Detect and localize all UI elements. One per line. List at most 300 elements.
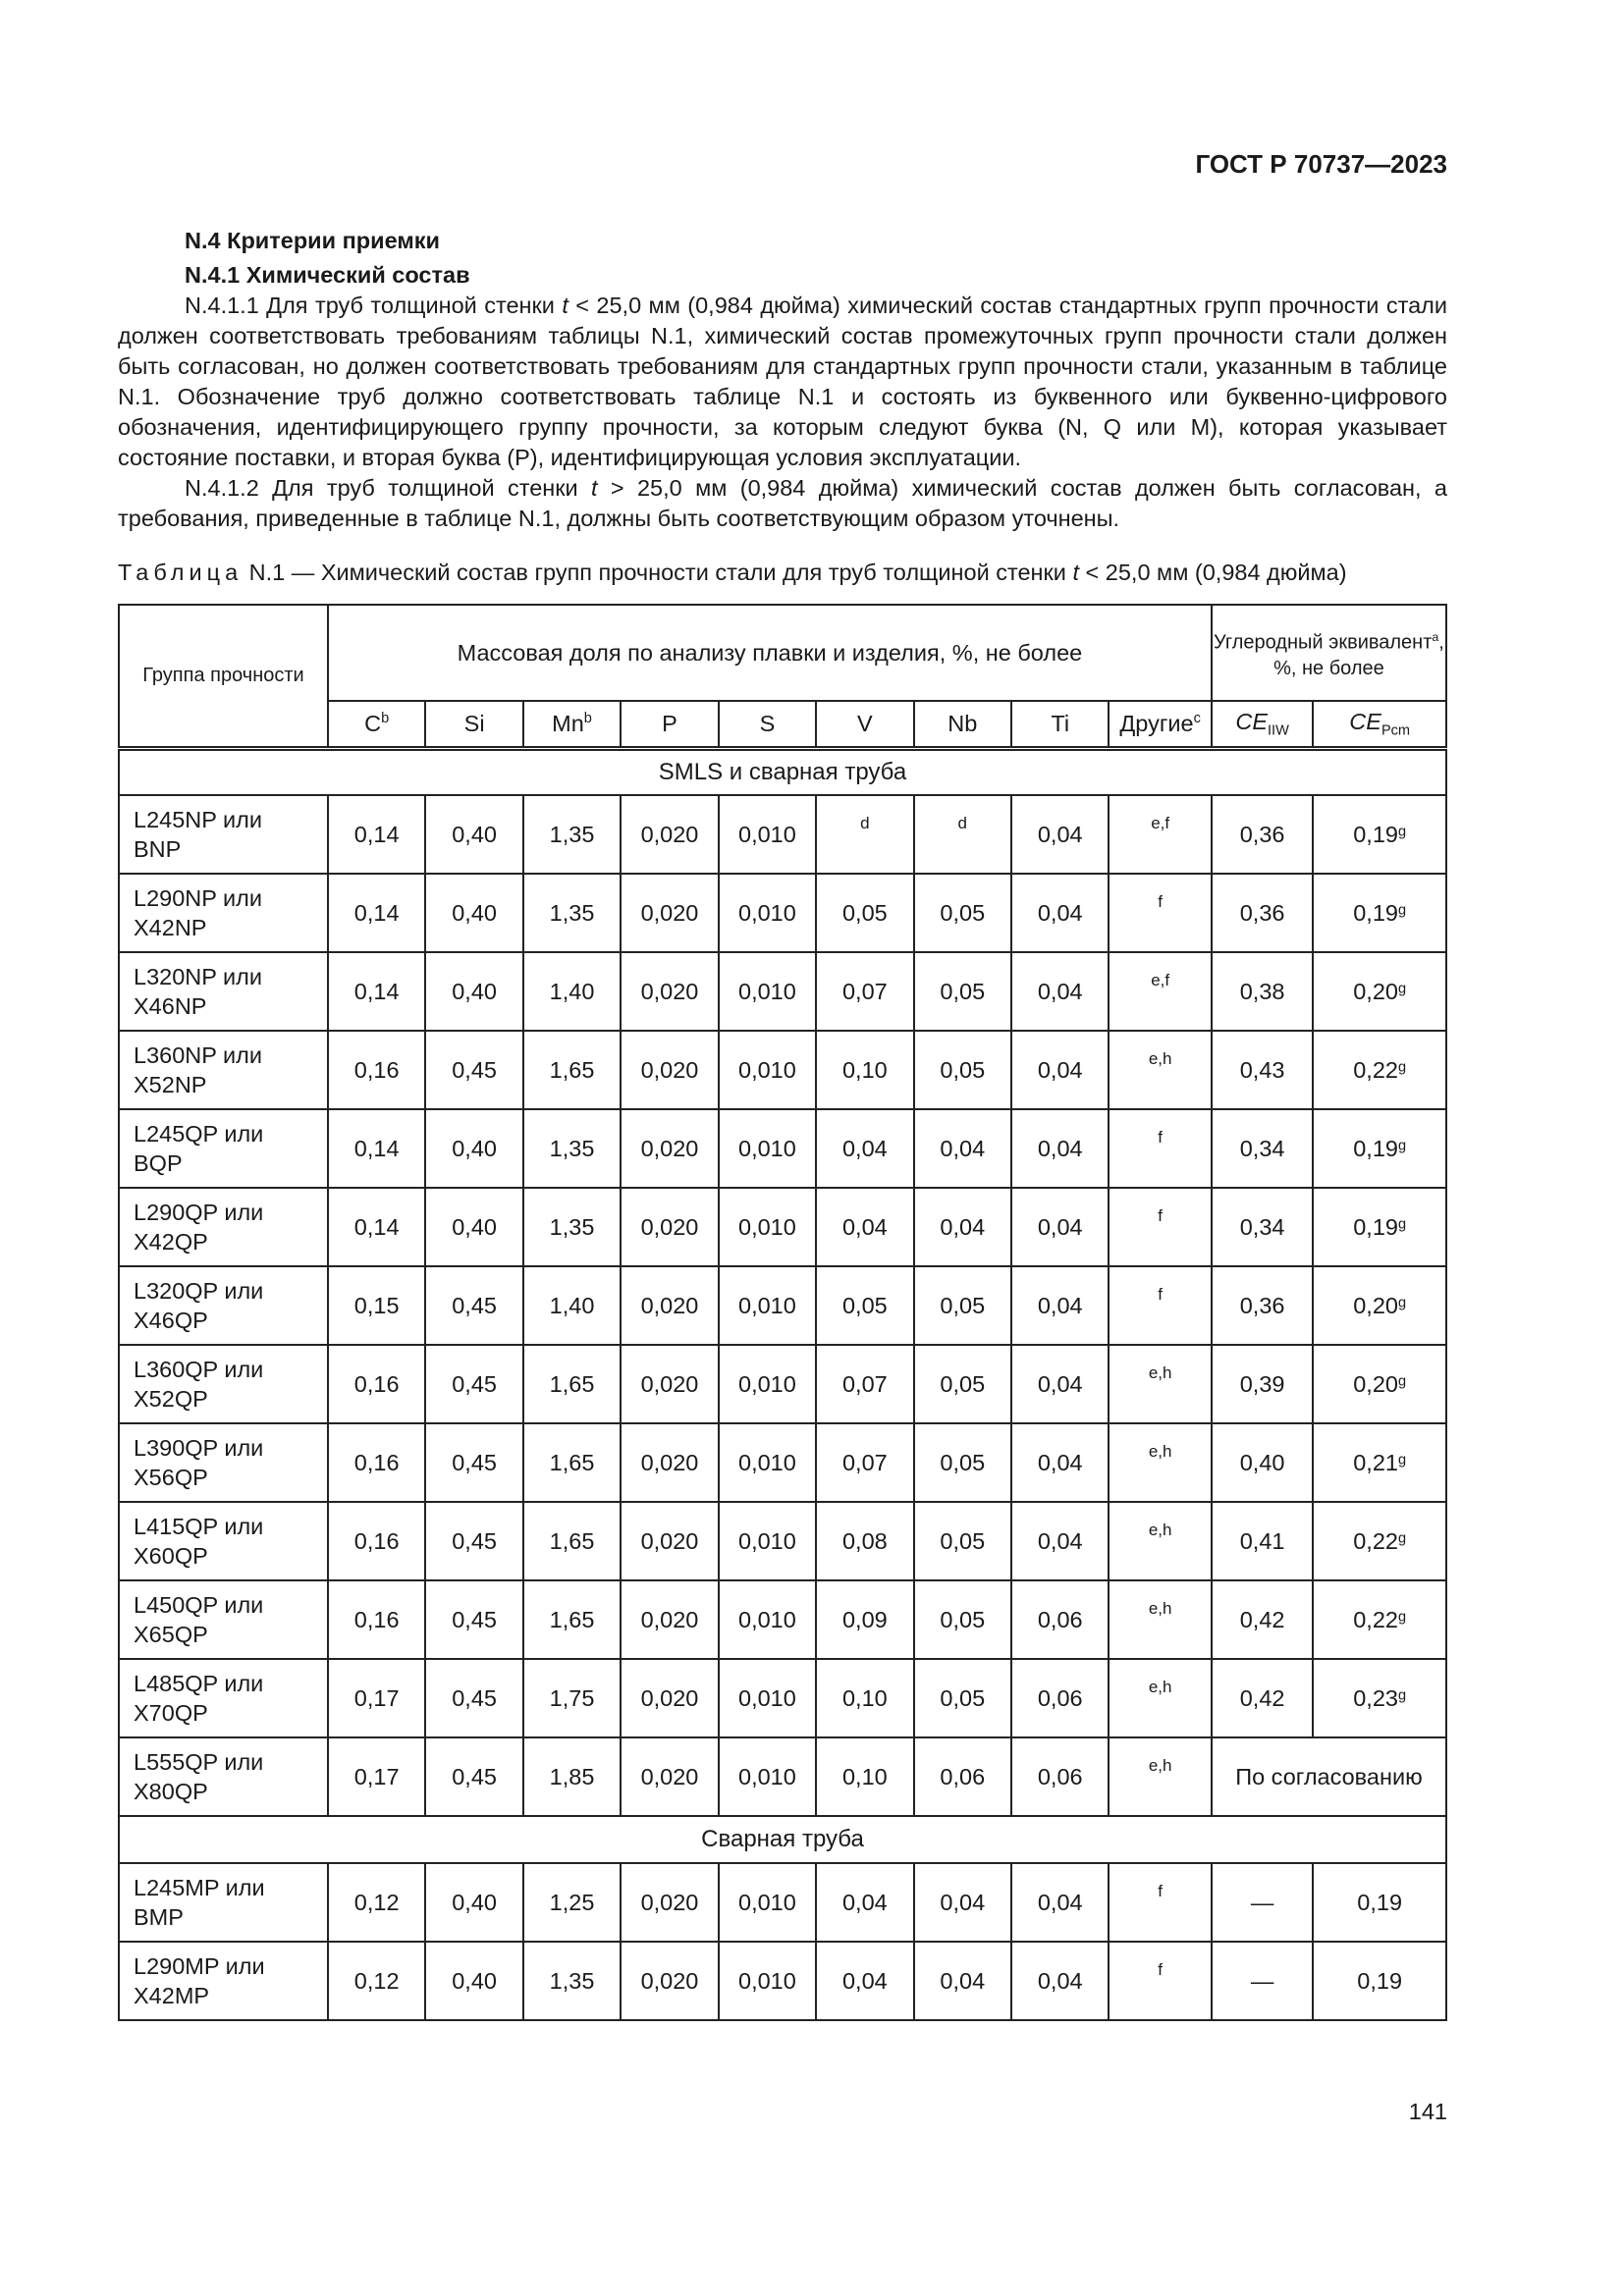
cell-p: 0,020 xyxy=(621,1031,718,1109)
cell-ti: 0,06 xyxy=(1011,1659,1109,1737)
cell-v: 0,08 xyxy=(816,1502,913,1580)
cell-other: e,h xyxy=(1109,1737,1211,1816)
grade-line-2: X42QP xyxy=(134,1229,208,1255)
grade-line-1: L290NP или xyxy=(134,885,262,911)
cell-ti: 0,04 xyxy=(1011,1345,1109,1423)
paragraph-n411 xyxy=(118,291,1447,473)
cell-c: 0,14 xyxy=(328,795,425,874)
cell-si: 0,40 xyxy=(425,1109,522,1188)
cell-nb: 0,06 xyxy=(914,1737,1011,1816)
cell-nb: 0,04 xyxy=(914,1109,1011,1188)
cell-p: 0,020 xyxy=(621,874,718,952)
cell-group xyxy=(119,874,328,952)
cell-ceiiw: 0,39 xyxy=(1212,1345,1313,1423)
cell-s: 0,010 xyxy=(719,1423,816,1502)
cell-v: 0,10 xyxy=(816,1737,913,1816)
cell-c: 0,14 xyxy=(328,1188,425,1266)
cell-si: 0,40 xyxy=(425,795,522,874)
grade-line-1: L290QP или xyxy=(134,1200,264,1225)
p2-text-b: > 25,0 мм (0,984 дюйма) химический состав должен быть согласован, а требования, приведенные в таблице N.1, должны быть соответствующим образом уточнены. xyxy=(118,475,1447,531)
cell-other: e,h xyxy=(1109,1423,1211,1502)
cepcm-footnote: g xyxy=(1397,823,1407,839)
table-row xyxy=(119,952,1446,1031)
cell-other: f xyxy=(1109,1863,1211,1942)
cell-s: 0,010 xyxy=(719,1109,816,1188)
caption-label: Таблица xyxy=(118,560,244,585)
cell-si: 0,45 xyxy=(425,1423,522,1502)
cell-other: e,f xyxy=(1109,952,1211,1031)
header-mn-footnote: b xyxy=(583,710,592,726)
cell-v: 0,10 xyxy=(816,1659,913,1737)
cell-cepcm xyxy=(1313,1423,1446,1502)
cell-s: 0,010 xyxy=(719,1266,816,1345)
cell-c: 0,17 xyxy=(328,1659,425,1737)
cell-nb: 0,05 xyxy=(914,1031,1011,1109)
cell-ceiiw: 0,38 xyxy=(1212,952,1313,1031)
cell-ti: 0,04 xyxy=(1011,1031,1109,1109)
grade-line-1: L360NP или xyxy=(134,1042,262,1068)
cell-nb: 0,05 xyxy=(914,1423,1011,1502)
cell-mn: 1,75 xyxy=(523,1659,621,1737)
cell-group xyxy=(119,1580,328,1659)
grade-line-1: L245MP или xyxy=(134,1875,265,1900)
p2-text-a: N.4.1.2 Для труб толщиной стенки xyxy=(185,475,592,501)
table-row xyxy=(119,1737,1446,1816)
cepcm-footnote: g xyxy=(1397,1529,1407,1546)
cell-mn: 1,35 xyxy=(523,1942,621,2020)
cell-group xyxy=(119,952,328,1031)
ce-text-b: , %, не более xyxy=(1273,631,1444,679)
cell-cepcm xyxy=(1313,1502,1446,1580)
header-si: Si xyxy=(425,701,522,748)
document-code: ГОСТ Р 70737—2023 xyxy=(1195,149,1447,179)
cell-v: 0,07 xyxy=(816,952,913,1031)
grade-line-2: X80QP xyxy=(134,1779,208,1804)
table-row xyxy=(119,1423,1446,1502)
cell-nb: 0,04 xyxy=(914,1188,1011,1266)
cepcm-value: 0,20 xyxy=(1353,1292,1398,1318)
cell-other: f xyxy=(1109,1188,1211,1266)
cell-ti: 0,06 xyxy=(1011,1580,1109,1659)
cepcm-footnote: g xyxy=(1397,1137,1407,1153)
cell-s: 0,010 xyxy=(719,1502,816,1580)
cell-group xyxy=(119,795,328,874)
cell-cepcm xyxy=(1313,795,1446,874)
p1-text-a: N.4.1.1 Для труб толщиной стенки xyxy=(185,293,563,318)
cepcm-footnote: g xyxy=(1397,1058,1407,1075)
cell-p: 0,020 xyxy=(621,1863,718,1942)
p2-var-t: t xyxy=(591,475,598,501)
cell-ceiiw: 0,43 xyxy=(1212,1031,1313,1109)
cell-other: f xyxy=(1109,1266,1211,1345)
chemical-composition-table xyxy=(118,604,1447,2021)
cell-other: e,h xyxy=(1109,1345,1211,1423)
table-row xyxy=(119,1266,1446,1345)
cell-ti: 0,04 xyxy=(1011,1188,1109,1266)
header-other-label: Другие xyxy=(1119,710,1194,736)
cell-nb: 0,05 xyxy=(914,1345,1011,1423)
cepcm-value: 0,22 xyxy=(1353,1527,1398,1554)
cell-p: 0,020 xyxy=(621,1188,718,1266)
section-title-n41: N.4.1 Химический состав xyxy=(185,262,470,288)
cell-other: f xyxy=(1109,1109,1211,1188)
header-ceiiw-label: CE xyxy=(1235,708,1269,734)
cell-ceiiw: 0,36 xyxy=(1212,1266,1313,1345)
cell-p: 0,020 xyxy=(621,1345,718,1423)
header-mass-fraction: Массовая доля по анализу плавки и изделия, %, не более xyxy=(328,605,1212,701)
grade-line-1: L245NP или xyxy=(134,807,262,832)
cell-group xyxy=(119,1502,328,1580)
cepcm-footnote: g xyxy=(1397,1451,1407,1468)
cell-s: 0,010 xyxy=(719,874,816,952)
cell-c: 0,16 xyxy=(328,1580,425,1659)
cell-ce-merged: По согласованию xyxy=(1212,1737,1446,1816)
grade-line-2: X60QP xyxy=(134,1543,208,1569)
body-text xyxy=(118,226,1447,534)
paragraph-n412 xyxy=(118,473,1447,534)
cell-cepcm xyxy=(1313,1345,1446,1423)
table-body-welded xyxy=(119,1816,1446,2020)
cell-mn: 1,65 xyxy=(523,1423,621,1502)
grade-line-2: BQP xyxy=(134,1150,183,1176)
cell-ceiiw: 0,34 xyxy=(1212,1109,1313,1188)
cell-ceiiw: 0,34 xyxy=(1212,1188,1313,1266)
grade-line-2: BMP xyxy=(134,1904,184,1930)
header-c-footnote: b xyxy=(381,710,390,726)
caption-var-t: t xyxy=(1072,560,1079,585)
cell-ceiiw: 0,41 xyxy=(1212,1502,1313,1580)
header-c xyxy=(328,701,425,748)
cell-p: 0,020 xyxy=(621,1942,718,2020)
cell-nb: d xyxy=(914,795,1011,874)
cell-ceiiw: — xyxy=(1212,1942,1313,2020)
cepcm-value: 0,19 xyxy=(1357,1889,1403,1915)
cell-v: 0,04 xyxy=(816,1863,913,1942)
cell-cepcm xyxy=(1313,1266,1446,1345)
cell-s: 0,010 xyxy=(719,1345,816,1423)
cell-ceiiw: 0,42 xyxy=(1212,1659,1313,1737)
page-number: 141 xyxy=(1408,2099,1447,2124)
grade-line-1: L320QP или xyxy=(134,1278,264,1304)
cepcm-value: 0,19 xyxy=(1353,821,1398,847)
p1-var-t: t xyxy=(562,293,568,318)
cell-nb: 0,05 xyxy=(914,1266,1011,1345)
cell-ti: 0,04 xyxy=(1011,795,1109,874)
grade-line-1: L245QP или xyxy=(134,1121,264,1147)
table-body-smls xyxy=(119,748,1446,1816)
cepcm-footnote: g xyxy=(1397,901,1407,918)
grade-line-2: BNP xyxy=(134,836,182,862)
cell-c: 0,16 xyxy=(328,1423,425,1502)
cepcm-footnote: g xyxy=(1397,1686,1407,1703)
table-row xyxy=(119,1580,1446,1659)
cell-ceiiw: 0,36 xyxy=(1212,874,1313,952)
cell-v: 0,04 xyxy=(816,1942,913,2020)
grade-line-2: X52QP xyxy=(134,1386,208,1412)
cell-s: 0,010 xyxy=(719,1863,816,1942)
cell-v: 0,07 xyxy=(816,1423,913,1502)
cell-mn: 1,25 xyxy=(523,1863,621,1942)
cell-p: 0,020 xyxy=(621,1266,718,1345)
cepcm-footnote: g xyxy=(1397,980,1407,996)
cell-ti: 0,04 xyxy=(1011,952,1109,1031)
grade-line-1: L290MP или xyxy=(134,1953,265,1979)
cell-mn: 1,85 xyxy=(523,1737,621,1816)
header-carbon-equivalent xyxy=(1212,605,1446,701)
cell-s: 0,010 xyxy=(719,952,816,1031)
table-row xyxy=(119,1502,1446,1580)
cell-nb: 0,05 xyxy=(914,1580,1011,1659)
cell-cepcm xyxy=(1313,1188,1446,1266)
cepcm-value: 0,23 xyxy=(1353,1684,1398,1711)
cepcm-value: 0,19 xyxy=(1353,899,1398,926)
cell-group xyxy=(119,1031,328,1109)
header-ceiiw xyxy=(1212,701,1313,748)
cell-ti: 0,04 xyxy=(1011,1423,1109,1502)
cell-nb: 0,05 xyxy=(914,1502,1011,1580)
cell-nb: 0,05 xyxy=(914,952,1011,1031)
grade-line-2: X42NP xyxy=(134,915,207,940)
header-c-label: C xyxy=(364,710,382,736)
cell-group xyxy=(119,1737,328,1816)
header-other-footnote: c xyxy=(1193,710,1201,726)
cell-p: 0,020 xyxy=(621,952,718,1031)
cell-p: 0,020 xyxy=(621,795,718,874)
cell-cepcm xyxy=(1313,952,1446,1031)
cell-si: 0,45 xyxy=(425,1737,522,1816)
cell-p: 0,020 xyxy=(621,1109,718,1188)
table-row xyxy=(119,1188,1446,1266)
cell-p: 0,020 xyxy=(621,1737,718,1816)
cell-ti: 0,04 xyxy=(1011,874,1109,952)
cell-p: 0,020 xyxy=(621,1659,718,1737)
grade-line-1: L320NP или xyxy=(134,964,262,989)
grade-line-1: L390QP или xyxy=(134,1435,264,1461)
header-mn-label: Mn xyxy=(552,710,584,736)
cell-s: 0,010 xyxy=(719,795,816,874)
cell-c: 0,14 xyxy=(328,952,425,1031)
cepcm-value: 0,19 xyxy=(1353,1135,1398,1161)
cell-si: 0,45 xyxy=(425,1266,522,1345)
cell-cepcm xyxy=(1313,1031,1446,1109)
cell-s: 0,010 xyxy=(719,1031,816,1109)
cell-cepcm xyxy=(1313,1109,1446,1188)
cepcm-value: 0,19 xyxy=(1357,1967,1403,1994)
table-row xyxy=(119,1345,1446,1423)
cell-v: 0,10 xyxy=(816,1031,913,1109)
cell-ti: 0,04 xyxy=(1011,1109,1109,1188)
grade-line-2: X52NP xyxy=(134,1072,207,1097)
cell-c: 0,12 xyxy=(328,1863,425,1942)
cell-s: 0,010 xyxy=(719,1188,816,1266)
section-title-n4: N.4 Критерии приемки xyxy=(185,228,440,253)
table-caption xyxy=(118,560,1447,586)
cell-s: 0,010 xyxy=(719,1580,816,1659)
cell-cepcm xyxy=(1313,1942,1446,2020)
cell-mn: 1,35 xyxy=(523,1109,621,1188)
cell-group xyxy=(119,1345,328,1423)
cell-ti: 0,04 xyxy=(1011,1502,1109,1580)
cell-group xyxy=(119,1659,328,1737)
cepcm-footnote: g xyxy=(1397,1608,1407,1625)
cell-other: e,h xyxy=(1109,1659,1211,1737)
cell-cepcm xyxy=(1313,1863,1446,1942)
cell-v: 0,05 xyxy=(816,1266,913,1345)
cell-c: 0,17 xyxy=(328,1737,425,1816)
cell-mn: 1,40 xyxy=(523,1266,621,1345)
cell-nb: 0,05 xyxy=(914,1659,1011,1737)
cell-si: 0,45 xyxy=(425,1345,522,1423)
cell-c: 0,14 xyxy=(328,1109,425,1188)
header-s: S xyxy=(719,701,816,748)
header-other xyxy=(1109,701,1211,748)
cell-nb: 0,04 xyxy=(914,1942,1011,2020)
table-row xyxy=(119,874,1446,952)
ce-text-a: Углеродный эквивалент xyxy=(1214,631,1433,654)
header-mn xyxy=(523,701,621,748)
grade-line-2: X56QP xyxy=(134,1465,208,1490)
cepcm-value: 0,22 xyxy=(1353,1056,1398,1083)
caption-text-a: N.1 — Химический состав групп прочности стали для труб толщиной стенки xyxy=(243,560,1073,585)
header-cepcm-label: CE xyxy=(1349,708,1381,734)
cell-si: 0,40 xyxy=(425,1942,522,2020)
cell-nb: 0,04 xyxy=(914,1863,1011,1942)
header-cepcm-sub: Pcm xyxy=(1380,722,1411,739)
grade-line-2: X65QP xyxy=(134,1622,208,1647)
table-row xyxy=(119,1031,1446,1109)
header-v: V xyxy=(816,701,913,748)
table-row xyxy=(119,795,1446,874)
cell-ceiiw: — xyxy=(1212,1863,1313,1942)
grade-line-2: X46QP xyxy=(134,1308,208,1333)
cell-s: 0,010 xyxy=(719,1659,816,1737)
ce-footnote: a xyxy=(1432,630,1439,645)
cell-ti: 0,04 xyxy=(1011,1266,1109,1345)
cell-c: 0,12 xyxy=(328,1942,425,2020)
cell-ti: 0,06 xyxy=(1011,1737,1109,1816)
cell-mn: 1,35 xyxy=(523,1188,621,1266)
header-cepcm xyxy=(1313,701,1446,748)
cell-v: 0,04 xyxy=(816,1188,913,1266)
table-row xyxy=(119,1863,1446,1942)
cell-cepcm xyxy=(1313,1580,1446,1659)
cell-mn: 1,65 xyxy=(523,1502,621,1580)
header-ti: Ti xyxy=(1011,701,1109,748)
cepcm-footnote: g xyxy=(1397,1294,1407,1310)
cell-c: 0,16 xyxy=(328,1031,425,1109)
cell-mn: 1,65 xyxy=(523,1031,621,1109)
cell-group xyxy=(119,1188,328,1266)
cell-ti: 0,04 xyxy=(1011,1942,1109,2020)
cell-c: 0,16 xyxy=(328,1502,425,1580)
grade-line-2: X70QP xyxy=(134,1700,208,1726)
cell-si: 0,40 xyxy=(425,1188,522,1266)
cell-v: 0,07 xyxy=(816,1345,913,1423)
cepcm-value: 0,22 xyxy=(1353,1606,1398,1632)
cell-mn: 1,35 xyxy=(523,874,621,952)
table-row xyxy=(119,1942,1446,2020)
p1-text-b: < 25,0 мм (0,984 дюйма) химический состав стандартных групп прочности стали должен соответствовать требованиям таблицы N.1, химический состав промежуточных групп прочности стали должен быть согласован, но должен соответствовать требованиям для стандартных групп прочности стали, указанным в таблице N.1. Обозначение труб должно соответствовать таблице N.1 и состоять из буквенного или буквенно-цифрового обозначения, идентифицирующего группу прочности, за которым следуют буква (N, Q или M), которая указывает состояние поставки, и вторая буква (P), идентифицирующая условия эксплуатации. xyxy=(118,293,1447,470)
cell-si: 0,45 xyxy=(425,1031,522,1109)
cell-c: 0,14 xyxy=(328,874,425,952)
header-ceiiw-sub: IIW xyxy=(1268,722,1289,739)
cell-si: 0,45 xyxy=(425,1580,522,1659)
cell-v: 0,05 xyxy=(816,874,913,952)
cell-other: e,h xyxy=(1109,1502,1211,1580)
cell-other: e,f xyxy=(1109,795,1211,874)
cell-other: f xyxy=(1109,874,1211,952)
cell-group xyxy=(119,1423,328,1502)
cell-si: 0,40 xyxy=(425,874,522,952)
grade-line-1: L485QP или xyxy=(134,1671,264,1696)
cepcm-value: 0,20 xyxy=(1353,978,1398,1004)
cell-si: 0,45 xyxy=(425,1502,522,1580)
cell-ti: 0,04 xyxy=(1011,1863,1109,1942)
cell-si: 0,40 xyxy=(425,1863,522,1942)
cepcm-footnote: g xyxy=(1397,1215,1407,1232)
cell-s: 0,010 xyxy=(719,1942,816,2020)
cell-c: 0,15 xyxy=(328,1266,425,1345)
cell-mn: 1,65 xyxy=(523,1580,621,1659)
table-row xyxy=(119,1659,1446,1737)
cepcm-footnote: g xyxy=(1397,1372,1407,1389)
cell-s: 0,010 xyxy=(719,1737,816,1816)
cell-p: 0,020 xyxy=(621,1580,718,1659)
cell-v: 0,09 xyxy=(816,1580,913,1659)
cell-group xyxy=(119,1942,328,2020)
cell-v: d xyxy=(816,795,913,874)
header-p: P xyxy=(621,701,718,748)
cepcm-value: 0,20 xyxy=(1353,1370,1398,1397)
cell-mn: 1,40 xyxy=(523,952,621,1031)
cell-other: f xyxy=(1109,1942,1211,2020)
cell-ceiiw: 0,42 xyxy=(1212,1580,1313,1659)
cell-v: 0,04 xyxy=(816,1109,913,1188)
cell-ceiiw: 0,36 xyxy=(1212,795,1313,874)
cepcm-value: 0,21 xyxy=(1353,1449,1398,1475)
cell-cepcm xyxy=(1313,874,1446,952)
header-group: Группа прочности xyxy=(119,605,328,748)
cell-other: e,h xyxy=(1109,1031,1211,1109)
cell-p: 0,020 xyxy=(621,1502,718,1580)
grade-line-1: L555QP или xyxy=(134,1749,264,1775)
grade-line-2: X46NP xyxy=(134,993,207,1019)
cell-mn: 1,35 xyxy=(523,795,621,874)
cell-si: 0,45 xyxy=(425,1659,522,1737)
cell-si: 0,40 xyxy=(425,952,522,1031)
section-row-welded: Сварная труба xyxy=(119,1816,1446,1863)
grade-line-2: X42MP xyxy=(134,1983,210,2008)
cell-cepcm xyxy=(1313,1659,1446,1737)
section-row-smls: SMLS и сварная труба xyxy=(119,748,1446,795)
cell-ceiiw: 0,40 xyxy=(1212,1423,1313,1502)
cell-nb: 0,05 xyxy=(914,874,1011,952)
caption-text-b: < 25,0 мм (0,984 дюйма) xyxy=(1079,560,1347,585)
cell-group xyxy=(119,1109,328,1188)
cell-group xyxy=(119,1863,328,1942)
cell-c: 0,16 xyxy=(328,1345,425,1423)
cepcm-value: 0,19 xyxy=(1353,1213,1398,1240)
cell-other: e,h xyxy=(1109,1580,1211,1659)
cell-mn: 1,65 xyxy=(523,1345,621,1423)
cell-group xyxy=(119,1266,328,1345)
cell-p: 0,020 xyxy=(621,1423,718,1502)
grade-line-1: L415QP или xyxy=(134,1514,264,1539)
table-row xyxy=(119,1109,1446,1188)
grade-line-1: L450QP или xyxy=(134,1592,264,1618)
header-nb: Nb xyxy=(914,701,1011,748)
grade-line-1: L360QP или xyxy=(134,1357,264,1382)
